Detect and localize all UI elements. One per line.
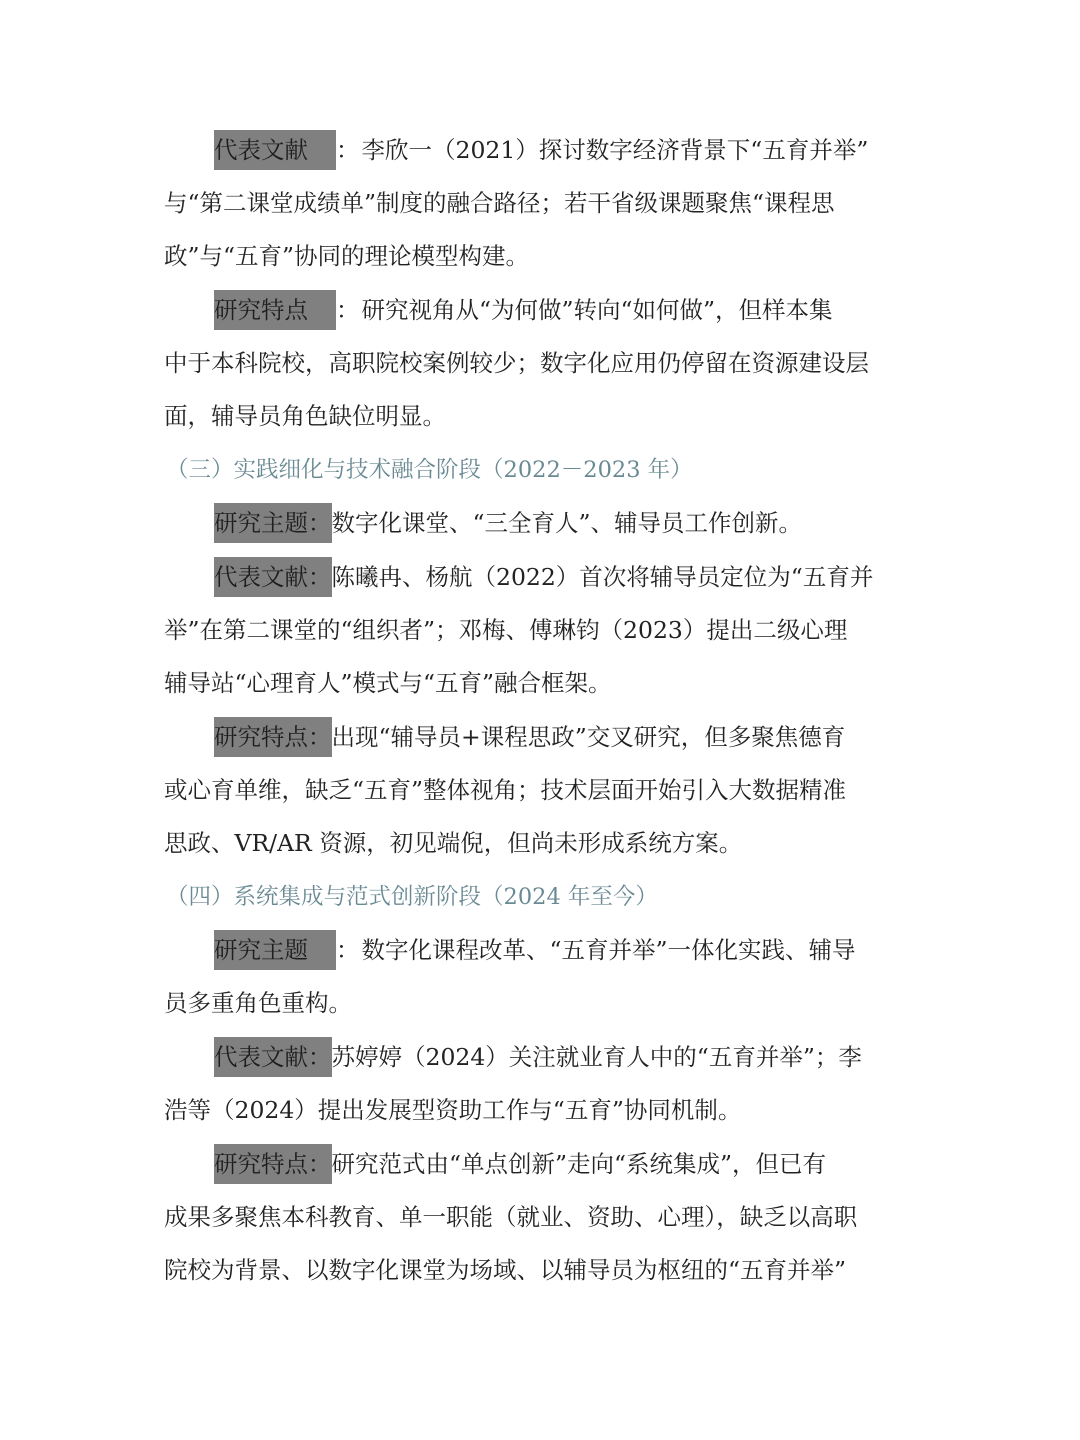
- paragraph-research-features-line: [214, 1140, 924, 1188]
- paragraph-text: 陈曦冉、杨航（2022）首次将辅导员定位为“五育并: [331, 563, 874, 591]
- paragraph-text: 李欣一（2021）探讨数字经济背景下“五育并举”: [361, 136, 869, 164]
- section-heading-4: （四）系统集成与范式创新阶段（2024 年至今）: [166, 884, 658, 910]
- highlight-label: 代表文献：: [214, 1037, 332, 1077]
- paragraph-text: 数字化课程改革、“五育并举”一体化实践、辅导: [361, 936, 856, 964]
- paragraph-line: 中于本科院校，高职院校案例较少；数字化应用仍停留在资源建设层: [164, 349, 869, 377]
- paragraph-text: 研究视角从“为何做”转向“如何做”，但样本集: [361, 296, 833, 324]
- highlight-label: 研究特点：: [214, 717, 332, 757]
- paragraph-text: 苏婷婷（2024）关注就业育人中的“五育并举”；李: [331, 1043, 862, 1071]
- paragraph-line: 或心育单维，缺乏“五育”整体视角；技术层面开始引入大数据精准: [164, 776, 847, 804]
- label-colon: ：: [336, 136, 360, 164]
- paragraph-line: 与“第二课堂成绩单”制度的融合路径；若干省级课题聚焦“课程思: [164, 189, 835, 217]
- paragraph-representative-literature-line: [214, 553, 924, 601]
- highlight-label: 代表文献: [214, 130, 336, 170]
- highlight-label: 研究主题：: [214, 503, 332, 543]
- highlight-label: 研究特点：: [214, 1144, 332, 1184]
- paragraph-line: 面，辅导员角色缺位明显。: [164, 402, 446, 430]
- paragraph-line: 员多重角色重构。: [164, 989, 352, 1017]
- paragraph-representative-literature-line: [214, 126, 924, 174]
- label-colon: ：: [336, 296, 360, 324]
- paragraph-research-features-line: [214, 713, 924, 761]
- paragraph-research-theme-line: [214, 499, 924, 547]
- paragraph-text: 出现“辅导员+课程思政”交叉研究，但多聚焦德育: [331, 723, 846, 751]
- paragraph-text: 数字化课堂、“三全育人”、辅导员工作创新。: [331, 509, 803, 537]
- paragraph-line: 政”与“五育”协同的理论模型构建。: [164, 242, 530, 270]
- paragraph-line: 举”在第二课堂的“组织者”；邓梅、傅琳钧（2023）提出二级心理: [164, 616, 848, 644]
- paragraph-representative-literature-line: [214, 1033, 924, 1081]
- paragraph-text: 研究范式由“单点创新”走向“系统集成”，但已有: [331, 1150, 827, 1178]
- paragraph-line: 院校为背景、以数字化课堂为场域、以辅导员为枢纽的“五育并举”: [164, 1256, 847, 1284]
- highlight-label: 研究主题: [214, 930, 336, 970]
- paragraph-line: 成果多聚焦本科教育、单一职能（就业、资助、心理），缺乏以高职: [164, 1203, 858, 1231]
- paragraph-line: 辅导站“心理育人”模式与“五育”融合框架。: [164, 669, 612, 697]
- paragraph-line: 思政、VR/AR 资源，初见端倪，但尚未形成系统方案。: [164, 829, 743, 857]
- paragraph-line: 浩等（2024）提出发展型资助工作与“五育”协同机制。: [164, 1096, 742, 1124]
- section-heading-3: （三）实践细化与技术融合阶段（2022－2023 年）: [166, 457, 693, 483]
- paragraph-research-features-line: [214, 286, 924, 334]
- highlight-label: 研究特点: [214, 290, 336, 330]
- label-colon: ：: [336, 936, 360, 964]
- paragraph-research-theme-line: [214, 926, 924, 974]
- highlight-label: 代表文献：: [214, 557, 332, 597]
